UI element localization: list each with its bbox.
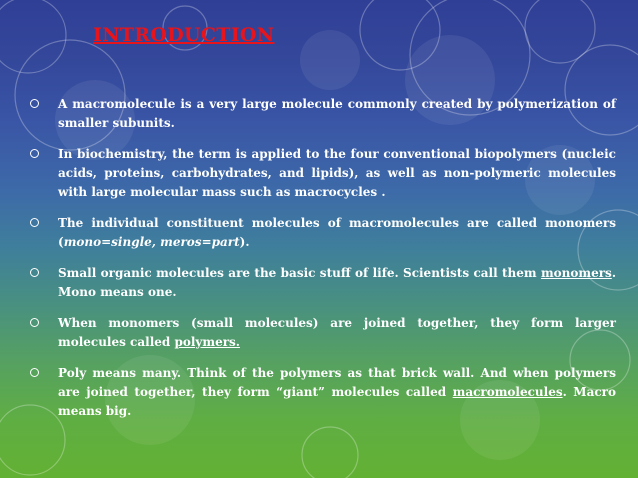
bullet-item	[30, 264, 616, 302]
bullet-item	[30, 364, 616, 421]
bullet-text: . Macro means big.	[58, 385, 616, 418]
bullet-item	[30, 145, 616, 202]
circle-bullet-icon	[30, 218, 39, 227]
circle-bullet-icon	[30, 318, 39, 327]
bullet-text: . Mono means one.	[58, 266, 616, 299]
circle-bullet-icon	[30, 368, 39, 377]
bullet-text: Small organic molecules are the basic stuff of life. Scientists call them	[58, 266, 541, 280]
slide-title: INTRODUCTION	[93, 24, 275, 46]
bullet-text: A macromolecule is a very large molecule commonly created by polymerization of smaller subunits.	[58, 97, 616, 130]
bullet-text: The individual constituent molecules of macromolecules are called monomers (	[58, 216, 616, 249]
bullet-item	[30, 314, 616, 352]
bullet-text: In biochemistry, the term is applied to the four conventional biopolymers (nucleic acids, proteins, carbohydrates, and lipids), as well as non-polymeric molecules with large molecular mass such as macrocycles .	[58, 147, 616, 199]
bullet-italic-text: mono=single, meros=part	[63, 235, 240, 249]
circle-bullet-icon	[30, 99, 39, 108]
bullet-item	[30, 214, 616, 252]
bullet-list	[30, 95, 616, 433]
bullet-underlined-term: macromolecules	[452, 385, 563, 399]
circle-bullet-icon	[30, 149, 39, 158]
bullet-text: When monomers (small molecules) are joined together, they form larger molecules called	[58, 316, 616, 349]
bullet-underlined-term: monomers	[540, 266, 612, 280]
bullet-underlined-term: polymers.	[174, 335, 240, 349]
circle-bullet-icon	[30, 268, 39, 277]
bullet-text: Poly means many. Think of the polymers as that brick wall. And when polymers are joined together, they form “giant” molecules called	[58, 366, 616, 399]
bullet-item	[30, 95, 616, 133]
bullet-text: ).	[239, 235, 250, 249]
